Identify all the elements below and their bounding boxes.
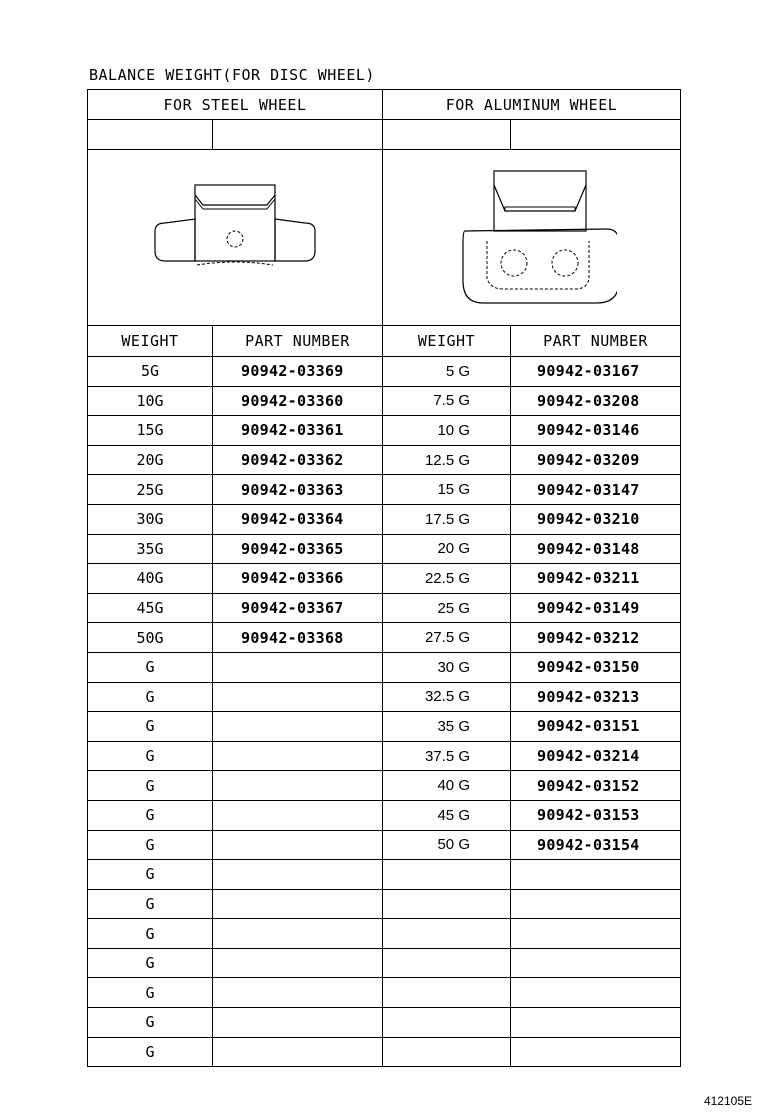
steel-part-number-cell [213,800,383,830]
aluminum-part-number-cell: 90942-03150 [511,652,681,682]
steel-weight-cell: 45G [88,593,213,623]
aluminum-weight-cell: 50 G [383,830,511,860]
table-row [88,623,681,653]
aluminum-weight-illustration [383,150,681,326]
aluminum-part-number-cell: 90942-03208 [511,386,681,416]
steel-weight-cell: G [88,889,213,919]
table-row [88,564,681,594]
aluminum-weight-cell [383,1037,511,1067]
steel-weight-cell: 35G [88,534,213,564]
steel-clip-weight-icon [145,181,325,291]
steel-part-number-cell [213,1008,383,1038]
steel-weight-cell: G [88,948,213,978]
aluminum-weight-cell: 15 G [383,475,511,505]
aluminum-part-number-header: PART NUMBER [511,326,681,357]
table-row [88,504,681,534]
steel-weight-cell: G [88,741,213,771]
aluminum-weight-cell: 22.5 G [383,564,511,594]
steel-part-number-cell: 90942-03366 [213,564,383,594]
steel-part-number-cell [213,860,383,890]
steel-part-number-cell: 90942-03369 [213,357,383,387]
aluminum-part-number-cell [511,860,681,890]
aluminum-part-number-cell: 90942-03152 [511,771,681,801]
aluminum-adhesive-weight-icon [447,163,617,308]
aluminum-part-number-cell: 90942-03210 [511,504,681,534]
aluminum-weight-cell [383,860,511,890]
aluminum-weight-cell: 37.5 G [383,741,511,771]
steel-weight-header: WEIGHT [88,326,213,357]
steel-wheel-header: FOR STEEL WHEEL [88,90,383,120]
aluminum-part-number-cell: 90942-03153 [511,800,681,830]
aluminum-wheel-header: FOR ALUMINUM WHEEL [383,90,681,120]
aluminum-weight-cell: 17.5 G [383,504,511,534]
aluminum-weight-cell [383,1008,511,1038]
aluminum-part-number-cell: 90942-03154 [511,830,681,860]
aluminum-weight-cell [383,889,511,919]
aluminum-weight-cell [383,948,511,978]
steel-weight-cell: G [88,712,213,742]
aluminum-weight-cell [383,919,511,949]
steel-part-number-cell: 90942-03367 [213,593,383,623]
aluminum-part-number-cell [511,919,681,949]
aluminum-part-number-cell: 90942-03151 [511,712,681,742]
aluminum-part-number-cell: 90942-03209 [511,445,681,475]
steel-weight-cell: G [88,978,213,1008]
steel-weight-cell: 50G [88,623,213,653]
aluminum-part-number-cell: 90942-03148 [511,534,681,564]
blank-row [88,120,681,150]
aluminum-weight-cell: 5 G [383,357,511,387]
aluminum-weight-cell: 40 G [383,771,511,801]
steel-part-number-cell [213,652,383,682]
steel-part-number-header: PART NUMBER [213,326,383,357]
table-row [88,1037,681,1067]
steel-part-number-cell [213,712,383,742]
document-title: BALANCE WEIGHT(FOR DISC WHEEL) [89,66,375,84]
table-row [88,741,681,771]
table-row [88,445,681,475]
steel-weight-cell: 10G [88,386,213,416]
table-row [88,357,681,387]
steel-part-number-cell [213,948,383,978]
steel-part-number-cell [213,919,383,949]
steel-part-number-cell: 90942-03362 [213,445,383,475]
steel-weight-cell: 40G [88,564,213,594]
aluminum-weight-cell: 32.5 G [383,682,511,712]
aluminum-weight-cell: 30 G [383,652,511,682]
steel-part-number-cell: 90942-03363 [213,475,383,505]
steel-weight-cell: G [88,652,213,682]
steel-weight-cell: G [88,860,213,890]
table-row [88,593,681,623]
aluminum-part-number-cell: 90942-03211 [511,564,681,594]
table-row [88,830,681,860]
blank-cell [383,120,511,150]
aluminum-part-number-cell: 90942-03147 [511,475,681,505]
column-header-row [88,326,681,357]
aluminum-weight-cell: 45 G [383,800,511,830]
steel-weight-illustration [88,150,383,326]
aluminum-part-number-cell: 90942-03167 [511,357,681,387]
balance-weight-table [87,89,681,1067]
table-row [88,889,681,919]
table-row [88,978,681,1008]
steel-part-number-cell: 90942-03368 [213,623,383,653]
steel-weight-cell: G [88,1008,213,1038]
aluminum-weight-header: WEIGHT [383,326,511,357]
aluminum-part-number-cell: 90942-03146 [511,416,681,446]
table-row [88,860,681,890]
aluminum-weight-cell: 7.5 G [383,386,511,416]
document-id: 412105E [703,1094,752,1108]
steel-part-number-cell [213,830,383,860]
aluminum-part-number-cell [511,948,681,978]
aluminum-weight-cell: 25 G [383,593,511,623]
table-row [88,919,681,949]
table-row [88,771,681,801]
table-row [88,1008,681,1038]
table-row [88,416,681,446]
aluminum-part-number-cell [511,1037,681,1067]
steel-part-number-cell [213,741,383,771]
steel-weight-cell: G [88,830,213,860]
aluminum-weight-cell: 35 G [383,712,511,742]
aluminum-part-number-cell [511,1008,681,1038]
steel-part-number-cell: 90942-03365 [213,534,383,564]
steel-weight-cell: G [88,682,213,712]
steel-weight-cell: 5G [88,357,213,387]
steel-part-number-cell [213,978,383,1008]
steel-weight-cell: G [88,771,213,801]
table-row [88,652,681,682]
steel-weight-cell: G [88,1037,213,1067]
steel-weight-cell: 20G [88,445,213,475]
table-row [88,948,681,978]
section-header-row [88,90,681,120]
blank-cell [88,120,213,150]
aluminum-part-number-cell: 90942-03149 [511,593,681,623]
aluminum-weight-cell: 20 G [383,534,511,564]
table-row [88,800,681,830]
aluminum-weight-cell: 12.5 G [383,445,511,475]
steel-weight-cell: G [88,919,213,949]
steel-part-number-cell [213,682,383,712]
steel-part-number-cell: 90942-03361 [213,416,383,446]
table-row [88,534,681,564]
aluminum-part-number-cell [511,889,681,919]
aluminum-part-number-cell: 90942-03212 [511,623,681,653]
steel-weight-cell: 25G [88,475,213,505]
table-row [88,712,681,742]
aluminum-part-number-cell [511,978,681,1008]
aluminum-part-number-cell: 90942-03213 [511,682,681,712]
table-row [88,475,681,505]
aluminum-part-number-cell: 90942-03214 [511,741,681,771]
steel-weight-cell: 30G [88,504,213,534]
table-body [88,357,681,1067]
table-row [88,682,681,712]
table-row [88,386,681,416]
steel-part-number-cell: 90942-03364 [213,504,383,534]
blank-cell [511,120,681,150]
aluminum-weight-cell: 10 G [383,416,511,446]
blank-cell [213,120,383,150]
steel-part-number-cell [213,1037,383,1067]
steel-weight-cell: 15G [88,416,213,446]
illustration-row [88,150,681,326]
steel-part-number-cell: 90942-03360 [213,386,383,416]
steel-part-number-cell [213,889,383,919]
aluminum-weight-cell: 27.5 G [383,623,511,653]
steel-weight-cell: G [88,800,213,830]
steel-part-number-cell [213,771,383,801]
aluminum-weight-cell [383,978,511,1008]
